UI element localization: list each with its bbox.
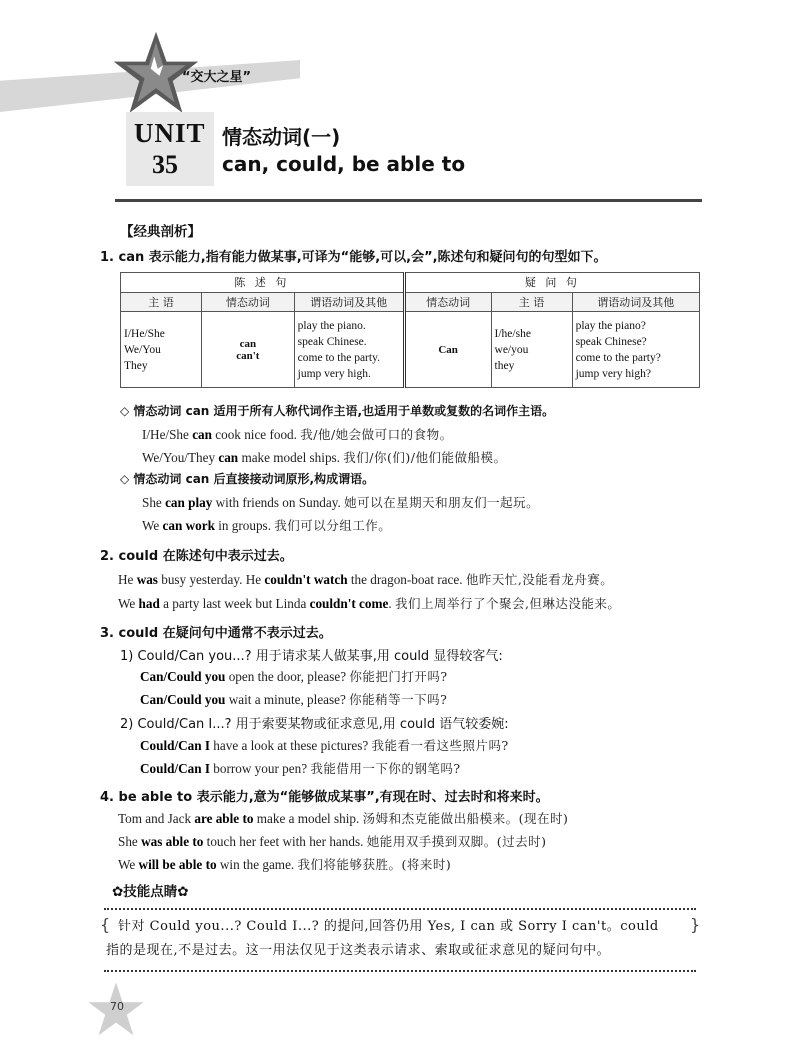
table-cell-modal-q: Can	[404, 312, 491, 388]
table-cell-subjects-q: I/he/she we/you they	[491, 312, 572, 388]
note-1: ◇ 情态动词 can 适用于所有人称代词作主语,也适用于单数或复数的名词作主语。	[120, 404, 555, 418]
example-translation: 她可以在星期天和朋友们一起玩。	[344, 495, 540, 510]
example-translation: 我能看一看这些照片吗?	[371, 738, 509, 753]
example-line	[118, 855, 451, 873]
example-bold: can work	[162, 518, 215, 533]
example-text: make a model ship.	[253, 811, 363, 826]
table-cell-predicate: play the piano. speak Chinese. come to the party. jump very high.	[294, 312, 404, 388]
example-bold: had	[138, 596, 160, 611]
example-bold: was able to	[141, 834, 204, 849]
table-title-question: 疑 问 句	[404, 273, 699, 293]
note-2: ◇ 情态动词 can 后直接接动词原形,构成谓语。	[120, 472, 375, 486]
example-line	[140, 690, 447, 708]
example-text: Tom and Jack	[118, 811, 195, 826]
example-translation: 汤姆和杰克能做出船模来。(现在时)	[362, 811, 569, 826]
example-translation: 他昨天忙,没能看龙舟赛。	[465, 572, 614, 587]
example-text: make model ships.	[238, 450, 344, 465]
example-line	[140, 759, 461, 777]
example-line	[140, 667, 448, 685]
example-line	[118, 832, 546, 850]
page-number: 70	[110, 1000, 124, 1013]
example-line	[142, 516, 391, 534]
example-bold: Can/Could you	[140, 692, 226, 707]
example-text: We	[118, 596, 139, 611]
section-label: 【经典剖析】	[120, 224, 201, 240]
example-bold: can	[218, 450, 239, 465]
example-bold: couldn't watch	[264, 572, 348, 587]
unit-word: UNIT	[134, 118, 206, 148]
table-col-header: 谓语动词及其他	[294, 292, 404, 312]
example-translation: 你能把门打开吗?	[349, 669, 448, 684]
example-text: in groups.	[214, 518, 275, 533]
example-text: the dragon-boat race.	[347, 572, 466, 587]
example-bold: will be able to	[138, 857, 217, 872]
sub-point-2: 2) Could/Can I...? 用于索要某物或征求意见,用 could 语气较委婉:	[120, 717, 509, 732]
example-bold: can	[192, 427, 212, 442]
example-text: open the door, please?	[225, 669, 350, 684]
skill-line-2: 指的是现在,不是过去。这一用法仅见于这类表示请求、索取或征求意见的疑问句中。	[106, 943, 611, 958]
example-bold: Could/Can I	[140, 761, 210, 776]
example-text: We/You/They	[142, 450, 219, 465]
example-translation: 你能稍等一下吗?	[349, 692, 448, 707]
page-title-en: can, could, be able to	[222, 152, 466, 176]
point-3-heading: 3. could 在疑问句中通常不表示过去。	[100, 626, 332, 641]
point-2-heading: 2. could 在陈述句中表示过去。	[100, 549, 293, 564]
example-text: a party last week but Linda	[159, 596, 310, 611]
example-text: She	[118, 834, 142, 849]
brand-name: “交大之星”	[182, 70, 252, 85]
example-translation: 我们上周举行了个聚会,但琳达没能来。	[394, 596, 621, 611]
example-line	[142, 448, 506, 466]
example-text: .	[388, 596, 395, 611]
example-line	[142, 493, 539, 511]
example-text: have a look at these pictures?	[210, 738, 372, 753]
table-title-statement: 陈 述 句	[121, 273, 405, 293]
example-text: borrow your pen?	[210, 761, 311, 776]
example-bold: are able to	[194, 811, 254, 826]
example-translation: 我们将能够获胜。(将来时)	[297, 857, 452, 872]
example-text: wait a minute, please?	[225, 692, 350, 707]
example-text: We	[142, 518, 163, 533]
table-col-header: 主 语	[491, 292, 572, 312]
example-text: We	[118, 857, 139, 872]
brace-left-icon: {	[100, 915, 111, 934]
example-bold: Can/Could you	[140, 669, 226, 684]
example-bold: Could/Can I	[140, 738, 210, 753]
skill-line-1: 针对 Could you...? Could I...? 的提问,回答仍用 Yes, I can 或 Sorry I can't。could	[118, 919, 659, 934]
table-cell-subjects: I/He/She We/You They	[121, 312, 202, 388]
example-line	[118, 594, 620, 612]
table-col-header: 情态动词	[202, 292, 295, 312]
table-cell-modal: can can't	[202, 312, 295, 388]
example-translation: 我能借用一下你的钢笔吗?	[310, 761, 461, 776]
sub-point-1: 1) Could/Can you...? 用于请求某人做某事,用 could 显得较客气:	[120, 649, 503, 664]
table-col-header: 谓语动词及其他	[572, 292, 699, 312]
page-title-cn: 情态动词(一)	[222, 125, 341, 149]
example-translation: 我/他/她会做可口的食物。	[300, 427, 453, 442]
example-text: He	[118, 572, 137, 587]
example-line	[118, 570, 613, 588]
example-translation: 她能用双手摸到双脚。(过去时)	[366, 834, 547, 849]
header-rule	[115, 199, 702, 202]
brace-right-icon: }	[690, 915, 701, 934]
example-text: She	[142, 495, 166, 510]
table-cell-predicate-q: play the piano? speak Chinese? come to the party? jump very high?	[572, 312, 699, 388]
example-text: I/He/She	[142, 427, 193, 442]
example-text: busy yesterday. He	[157, 572, 265, 587]
example-line	[140, 736, 509, 754]
table-col-header: 主 语	[121, 292, 202, 312]
example-line	[142, 425, 453, 443]
example-text: touch her feet with her hands.	[203, 834, 367, 849]
example-bold: can play	[165, 495, 213, 510]
point-1-heading: 1. can 表示能力,指有能力做某事,可译为“能够,可以,会”,陈述句和疑问句的句型如下。	[100, 250, 607, 265]
example-text: cook nice food.	[211, 427, 301, 442]
example-bold: was	[136, 572, 158, 587]
can-sentence-table	[120, 272, 700, 388]
example-translation: 我们可以分组工作。	[274, 518, 392, 533]
skill-title: ✿技能点睛✿	[112, 884, 189, 900]
unit-number: 35	[152, 150, 178, 179]
table-col-header: 情态动词	[404, 292, 491, 312]
point-4-heading: 4. be able to 表示能力,意为“能够做成某事”,有现在时、过去时和将来时。	[100, 790, 549, 805]
example-translation: 我们/你(们)/他们能做船模。	[343, 450, 507, 465]
example-bold: couldn't come	[309, 596, 389, 611]
example-text: with friends on Sunday.	[212, 495, 345, 510]
example-line	[118, 809, 568, 827]
example-text: win the game.	[216, 857, 298, 872]
